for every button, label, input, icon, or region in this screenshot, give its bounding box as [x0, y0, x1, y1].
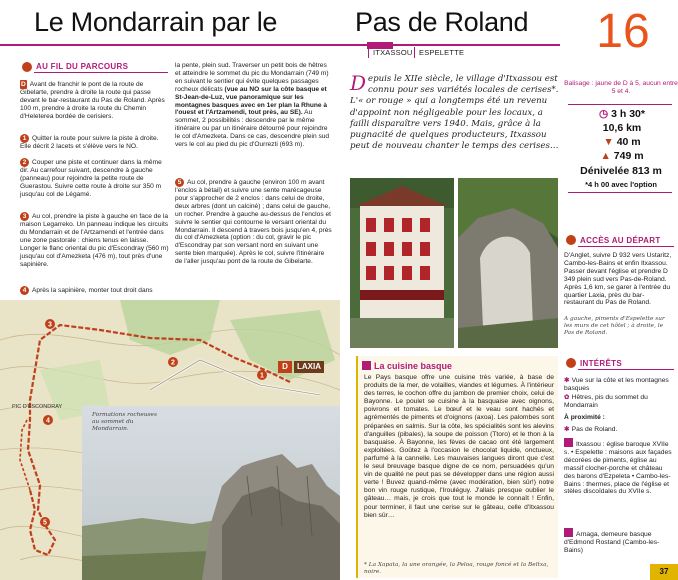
cuisine-footnote: * La Xapata, la une orangée, la Peloa, rouge foncé et la Beltxa, noire.: [364, 562, 549, 576]
star-icon: ✱: [564, 377, 570, 384]
section-dot-icon: [22, 62, 32, 72]
cuisine-title: [362, 361, 452, 371]
interet-5-text: Arnaga, demeure basque d'Edmond Rostand (Cambo-les-Bains): [564, 531, 660, 554]
middle-text-1: la pente, plein sud. Traverser un petit bois de hêtres et atteindre le sommet du pic du Mondarrain (749 m) en suivant le sentier qui évite quelques passages rocheux délicats: [175, 62, 329, 93]
step-5-text: Au col, prendre à gauche (environ 100 m avant l'enclos à bétail) et suivre une sente marécageuse pour s'approcher de 2 enclos : dans celui de droite, deux arbres (dont un calciné) ; dans celui de gauche, un rocher. Prendre à gauche au-dessus de l'enclos et suivre le sentier qui contourne le versant oriental du Mondarrain. Il descend à travers bois jusqu'en 4, près du col d'Amezketa (option : du col, gravir le pic d'Escondray par son versant nord en suivant une sente bien marquée). Après le col, suivre l'itinéraire de l'aller jusqu'au pont de la route de Gibelarte.: [175, 179, 332, 266]
stat-denivelee: Dénivelée 813 m: [580, 165, 662, 177]
page-title-left: Le Mondarrain par le: [34, 7, 278, 37]
section-rule: [34, 72, 168, 73]
interets-rule: [578, 369, 674, 370]
svg-text:1: 1: [260, 372, 264, 380]
step-2-text: Couper une piste et continuer dans la même dir. Au carrefour suivant, descendre à gauche (panneau) pour rejoindre la petite route de Guerastou. Suivre cette route à droite sur 350 m jusqu'au col de Légamé.: [20, 159, 162, 198]
location-espelette: ESPELETTE: [414, 47, 464, 58]
stat-alt-min-value: 40 m: [616, 136, 641, 148]
step-3: [20, 212, 170, 268]
acces-text: D'Anglet, suivre D 932 vers Ustaritz, Cambo-les-Bains et enfin Itxassou. Passer devant l'église et prendre D 349 plein sud vers Pas-de-Roland. Après 1,6 km, se garer à l'entrée du quartier Laxia, près du bar-restaurant du Pas de Roland.: [564, 252, 672, 307]
route-number: 16: [596, 5, 650, 58]
stat-option: *4 h 00 avec l'option: [585, 180, 657, 189]
intro-dropcap: D: [350, 71, 367, 95]
step-2: [20, 158, 170, 199]
stat-duration-value: 3 h 30*: [611, 108, 645, 120]
hotel-photo-graphic: [350, 178, 454, 348]
stats-rule-bottom: [568, 192, 672, 193]
balisage: Balisage : jaune de D à 5, aucun entre 5 et 4.: [564, 80, 678, 95]
step-4-text: Après la sapinière, monter tout droit dans: [32, 287, 153, 294]
cuisine-icon: [362, 361, 371, 370]
hotel-photo: [350, 178, 454, 348]
stat-alt-max-value: 749 m: [613, 150, 644, 162]
stats-rule: [568, 104, 672, 105]
photos-caption: A gauche, piments d'Espelette sur les murs de cet hôtel ; à droite, le Pas de Roland.: [564, 316, 665, 337]
map-peak-label: PIC D'ESCONDRAY: [12, 404, 63, 410]
interet-2-text: Hêtres, pis du sommet du Mondarrain: [564, 394, 648, 409]
section-title-acces: ACCÈS AU DÉPART: [580, 236, 661, 245]
step-5-badge: 5: [175, 178, 184, 187]
intro-text: [350, 71, 560, 152]
step-2-badge: 2: [20, 158, 29, 167]
acces-rule: [578, 246, 674, 247]
interet-5: [564, 528, 674, 555]
svg-text:5: 5: [43, 519, 47, 527]
stat-alt-max: [574, 150, 670, 162]
step-d: [20, 80, 170, 121]
header-rule: [0, 44, 560, 46]
section-title-interets: INTÉRÊTS: [580, 359, 622, 368]
summit-photo-caption: Formations rocheuses au sommet du Mondarrain.: [92, 412, 157, 433]
cuisine-box: [356, 356, 558, 578]
svg-text:2: 2: [171, 359, 175, 367]
interet-1-text: Vue sur la côte et les montagnes basques: [564, 377, 669, 392]
interet-3-text: Pas de Roland.: [571, 426, 618, 433]
interet-4: [564, 438, 674, 496]
section-title-au-fil: AU FIL DU PARCOURS: [36, 62, 129, 71]
cuisine-body: Le Pays basque offre une cuisine très variée, à base de produits de la mer, de volailles, viandes et légumes. À l'intérieur des terres, le cochon offre du jambon de premier choix, celui de Bayonne. Le poulet se cuisine à la basquaise avec oignons, poivrons et tomates. Le bœuf et le veau sont hachés et agrémentés de piments et d'oignons (axoa). Les palombes sont préparées en salmis. Sur la côte, les spécialités sont les alevins d'anguilles (pibales), la soupe de poisson (Ttoro) et le thon à la basquaise. À Bayonne, les fèves de cacao ont été largement exploitées. Goûtez à l'occasion le chocolat liquide, onctueux, parfumé à la cannelle. Les mauvaises langues diront que c'est le seul breuvage basque digne de ce nom, persuadées qu'un vin de qualité ne peut pas se développer dans une région aussi verte ! Buvez quand-même (avec modération, bien sûr!) notre bon vin rouge rustique, l'Irouléguy. J'allais presque oublier le gâteau… mais, je crois que tout le monde le connaît ! Enfin, pour terminer, il faut une cerise sur le gâteau, celle d'Itxassou bien sûr…: [364, 374, 554, 519]
proximite-label: À proximité :: [564, 414, 605, 421]
step-3-text: Au col, prendre la piste à gauche en face de la maison Legarreko. Un panneau indique les circuits du Mondarrain et de l'Artzamendi et l'entrée dans une zone pastorale : chiens tenus en laisse. Longer le flanc oriental du pic d'Escondray (560 m) jusqu'au col d'Amezketa (476 m), tout près d'une sapinière.: [20, 213, 169, 268]
middle-text-bold: (vue au NO sur la côte basque et St-Jean-de-Luz, vue panoramique sur les montagnes basques avec en 1er plan la Rhune à l'ouest et l'Artzamendi, tout près, au SE).: [175, 85, 328, 117]
interets-dot-icon: [566, 358, 576, 368]
svg-text:3: 3: [48, 321, 52, 329]
map-start-badge: D: [278, 361, 292, 373]
house-icon: [564, 528, 573, 537]
step-3-badge: 3: [20, 212, 29, 221]
step-4-badge: 4: [20, 286, 29, 295]
clock-icon: ◷: [599, 108, 609, 120]
stat-alt-min: [574, 136, 670, 148]
acces-dot-icon: [566, 235, 576, 245]
pas-de-roland-photo: [458, 178, 558, 348]
pas-de-roland-photo-graphic: [458, 178, 558, 348]
step-1: [20, 134, 170, 151]
interet-1: [564, 377, 674, 393]
step-d-badge: D: [21, 81, 26, 88]
cuisine-title-text: La cuisine basque: [374, 361, 453, 371]
interet-2: [564, 394, 674, 410]
step-4: [20, 286, 170, 295]
step-1-text: Quitter la route pour suivre la piste à droite. Elle décrit 2 lacets et s'élève vers le NO.: [20, 135, 159, 150]
star-icon: ✱: [564, 426, 570, 433]
interet-3: [564, 426, 674, 434]
flower-icon: ✿: [564, 394, 570, 401]
page-title-right: Pas de Roland: [355, 7, 529, 37]
page-number: 37: [650, 564, 678, 580]
interet-4-text: Itxassou : église baroque XVIIe s. • Espelette : maisons aux façades décorées de piments, église au massif clocher-porche et château des barons d'Ezpeleta • Cambo-les-Bains : thermes, place de l'église et stèles discoïdales du XVIIe s.: [564, 441, 672, 496]
svg-text:4: 4: [46, 417, 50, 425]
step-5: [175, 178, 333, 266]
middle-text: [175, 62, 333, 149]
intro-body: epuis le XIIe siècle, le village d'Itxassou est connu pour ses variétés locales de cerises*. L'« or rouge » qui a longtemps été un revenu d'appoint non négligeable pour les locaux, a failli disparaître vers 1940. Mais, grâce à la pugnacité de quelques producteurs, Itxassou peut de nouveau chanter le temps des cerises…: [350, 74, 559, 152]
step-1-badge: 1: [20, 134, 29, 143]
stat-distance: 10,6 km: [602, 122, 642, 134]
map-place-label: LAXIA: [294, 361, 324, 373]
location-itxassou: ITXASSOU: [368, 47, 413, 58]
church-icon: [564, 438, 573, 447]
stat-duration: [574, 108, 670, 120]
step-d-text: Avant de franchir le pont de la route de Gibelarte, prendre à droite la route qui passe devant le bar-restaurant du Pas de Roland. Après 100 m, prendre à droite la route du Chemin d'Heleterea bordée de cerisiers.: [20, 81, 165, 120]
arrow-up-icon: ▲: [600, 150, 611, 162]
middle-text-2: Au sommet, 2 possibilités : descendre par le même itinéraire ou par un itinéraire détourné pour rejoindre le col d'Amezketa. Dans ce cas, descendre plein sud vers le col au pied du pic d'Ourrezti (693 m).: [175, 109, 330, 149]
arrow-down-icon: ▼: [603, 136, 614, 148]
